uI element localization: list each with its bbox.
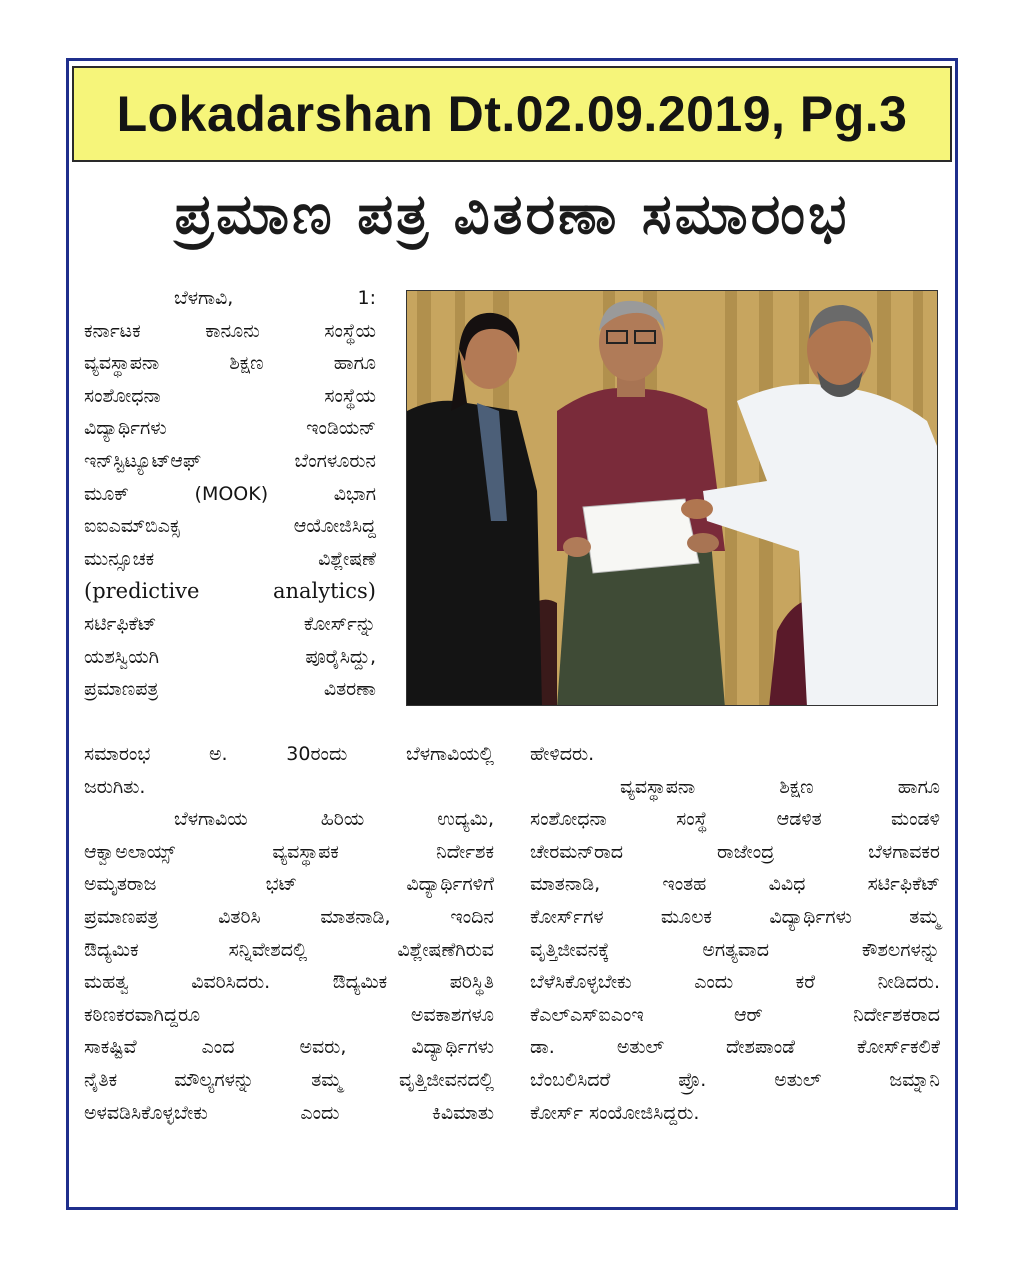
text-line: ಪ್ರಮಾಣಪತ್ರ ವಿತರಣಾ xyxy=(84,678,376,701)
article-headline: ಪ್ರಮಾಣ ಪತ್ರ ವಿತರಣಾ ಸಮಾರಂಭ xyxy=(174,182,850,247)
article-photo xyxy=(406,290,938,706)
text-line: ವೃತ್ತಿಜೀವನಕ್ಕೆ ಅಗತ್ಯವಾದ ಕೌಶಲಗಳನ್ನು xyxy=(530,938,940,961)
text-line: ಬೆಳಗಾವಿ, 1: xyxy=(174,287,376,309)
text-line: ಮಹತ್ವ ವಿವರಿಸಿದರು. ಔದ್ಯಮಿಕ ಪರಿಸ್ಥಿತಿ xyxy=(84,971,494,994)
text-line: ಅಳವಡಿಸಿಕೊಳ್ಳಬೇಕು ಎಂದು ಕಿವಿಮಾತು xyxy=(84,1101,494,1124)
text-line: ವ್ಯವಸ್ಥಾಪನಾ ಶಿಕ್ಷಣ ಹಾಗೂ xyxy=(620,775,940,798)
text-line: ವಿದ್ಯಾರ್ಥಿಗಳು ಇಂಡಿಯನ್ xyxy=(84,417,376,440)
text-line: ಬೆಂಬಲಿಸಿದರೆ ಪ್ರೊ. ಅತುಲ್ ಜಮ್ನಾನಿ xyxy=(530,1068,940,1091)
text-line: ಪ್ರಮಾಣಪತ್ರ ವಿತರಿಸಿ ಮಾತನಾಡಿ, ಇಂದಿನ xyxy=(84,905,494,928)
text-line: ಸರ್ಟಿಫಿಕೆಟ್ ಕೋರ್ಸ್‌ನ್ನು xyxy=(84,612,376,635)
text-line: ಸಮಾರಂಭ ಅ. 30ರಂದು ಬೆಳಗಾವಿಯಲ್ಲಿ xyxy=(84,743,494,765)
text-line: ಮೂಕ್ (MOOK) ವಿಭಾಗ xyxy=(84,482,376,505)
text-line: ಆಕ್ವಾಅಲಾಯ್ಸ್ ವ್ಯವಸ್ಥಾಪಕ ನಿರ್ದೇಶಕ xyxy=(84,840,494,863)
text-line: ಮುನ್ಸೂಚಕ ವಿಶ್ಲೇಷಣೆ xyxy=(84,547,376,570)
text-line: ಐಐಎಮ್‌ಬಿಎಕ್ಸ ಆಯೋಜಿಸಿದ್ದ xyxy=(84,515,376,538)
text-line: ಕರ್ನಾಟಕ ಕಾನೂನು ಸಂಸ್ಥೆಯ xyxy=(84,319,376,342)
text-line: ಕೆಎಲ್‌ಎಸ್‌ಐಎಂಇ ಆರ್ ನಿರ್ದೇಶಕರಾದ xyxy=(530,1003,940,1026)
text-line: ಔದ್ಯಮಿಕ ಸನ್ನಿವೇಶದಲ್ಲಿ ವಿಶ್ಲೇಷಣೆಗಿರುವ xyxy=(84,938,494,961)
text-line: ನೈತಿಕ ಮೌಲ್ಯಗಳನ್ನು ತಮ್ಮ ವೃತ್ತಿಜೀವನದಲ್ಲಿ xyxy=(84,1068,494,1091)
text-line: ಕೋರ್ಸ್‌ಗಳ ಮೂಲಕ ವಿದ್ಯಾರ್ಥಿಗಳು ತಮ್ಮ xyxy=(530,905,940,928)
text-line: ಇನ್‌ಸ್ಟಿಟ್ಯೂಟ್‌ಆಫ್ ಬೆಂಗಳೂರುನ xyxy=(84,449,376,472)
column-1-top xyxy=(84,282,376,706)
text-line: ಬೆಳಗಾವಿಯ ಹಿರಿಯ ಉದ್ಯಮಿ, xyxy=(174,808,494,831)
publication-banner xyxy=(72,66,952,162)
text-line: ಬೆಳೆಸಿಕೊಳ್ಳಬೇಕು ಎಂದು ಕರೆ ನೀಡಿದರು. xyxy=(530,971,940,994)
text-line: ಹೇಳಿದರು. xyxy=(530,743,595,765)
column-1-bottom xyxy=(84,738,494,1129)
publication-banner-text: Lokadarshan Dt.02.09.2019, Pg.3 xyxy=(116,86,908,142)
text-line: ಅಮೃತರಾಜ ಭಟ್ ವಿದ್ಯಾರ್ಥಿಗಳಿಗೆ xyxy=(84,873,494,896)
text-line: ಸಂಶೋಧನಾ ಸಂಸ್ಥೆಯ xyxy=(84,384,376,407)
text-line: ವ್ಯವಸ್ಥಾಪನಾ ಶಿಕ್ಷಣ ಹಾಗೂ xyxy=(84,352,376,375)
text-line: ಸಂಶೋಧನಾ ಸಂಸ್ಥೆ ಆಡಳಿತ ಮಂಡಳಿ xyxy=(530,808,940,831)
column-2 xyxy=(530,738,940,1129)
text-line: ಕೋರ್ಸ್ ಸಂಯೋಜಿಸಿದ್ದರು. xyxy=(530,1101,700,1124)
text-line: ಮಾತನಾಡಿ, ಇಂತಹ ವಿವಿಧ ಸರ್ಟಿಫಿಕೆಟ್ xyxy=(530,873,940,896)
text-line: ಯಶಸ್ವಿಯಗಿ ಪೂರೈಸಿದ್ದು, xyxy=(84,645,376,668)
text-line: ಕಠಿಣಕರವಾಗಿದ್ದರೂ ಅವಕಾಶಗಳೂ xyxy=(84,1003,494,1026)
text-line: ಜರುಗಿತು. xyxy=(84,775,146,798)
text-line: ಡಾ. ಅತುಲ್ ದೇಶಪಾಂಡೆ ಕೋರ್ಸ್‌ಕಲಿಕೆ xyxy=(530,1036,940,1059)
certificate-ceremony-photo xyxy=(407,291,938,706)
text-line: (predictive analytics) xyxy=(84,579,376,604)
text-line: ಸಾಕಷ್ಟಿವೆ ಎಂದ ಅವರು, ವಿದ್ಯಾರ್ಥಿಗಳು xyxy=(84,1036,494,1059)
text-line: ಚೇರಮನ್‌ರಾದ ರಾಜೇಂದ್ರ ಬೆಳಗಾವಕರ xyxy=(530,840,940,863)
